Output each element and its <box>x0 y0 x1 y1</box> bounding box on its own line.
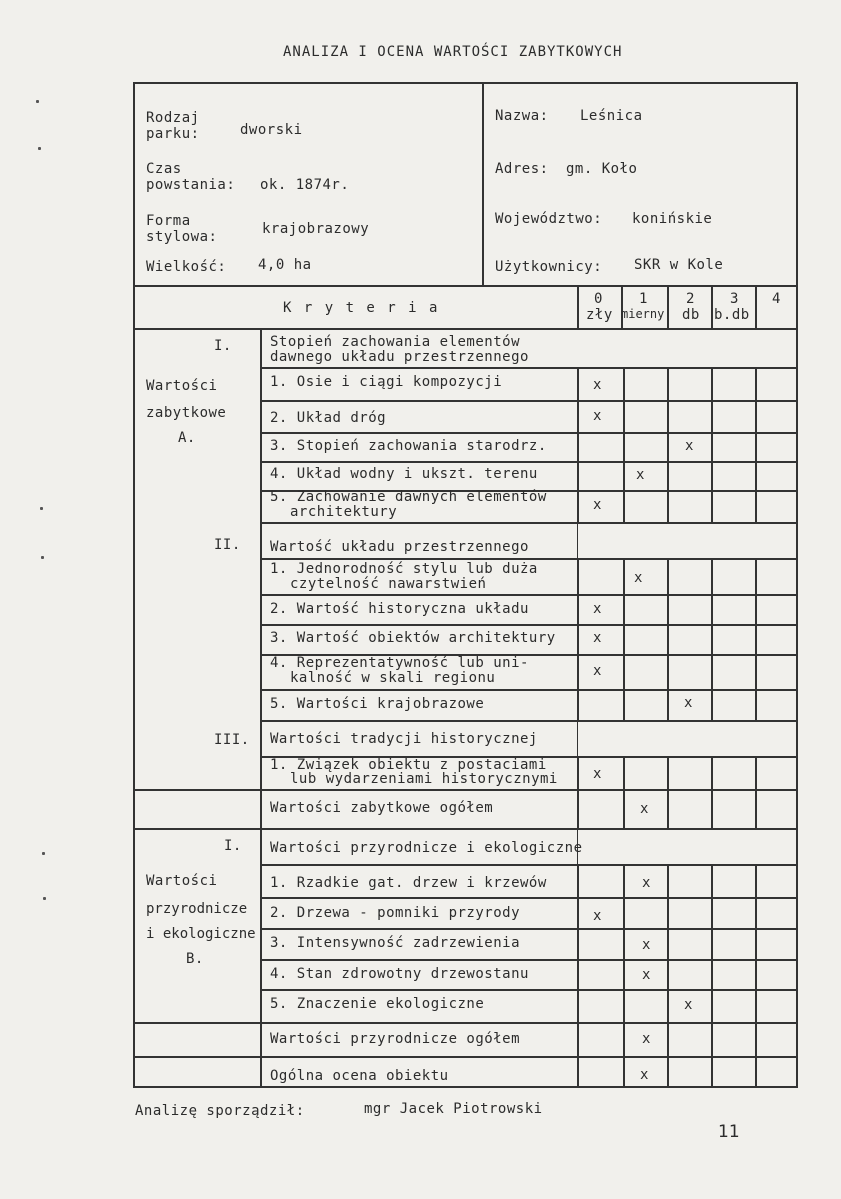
row-line <box>261 928 797 930</box>
row-A-II-1-line2: czytelność nawarstwień <box>290 576 487 592</box>
col4-number: 4 <box>772 291 781 307</box>
scan-speck <box>41 556 44 559</box>
criteria-label: K r y t e r i a <box>283 300 440 316</box>
groupA-II-number: II. <box>214 537 241 553</box>
row-line <box>261 864 797 866</box>
row-A-II-2: 2. Wartość historyczna układu <box>270 601 529 617</box>
sectionB-title: Wartości przyrodnicze i ekologiczne <box>270 840 583 856</box>
col1-label: mierny <box>621 307 665 321</box>
czas-label-2: powstania: <box>146 177 236 193</box>
sectionB-label-1: Wartości <box>146 873 218 889</box>
sectionB-label-2: przyrodnicze <box>146 901 248 917</box>
col3-label: b.db <box>714 307 750 323</box>
criteria-name-divider <box>260 329 262 1087</box>
wojewodztwo-label: Województwo: <box>495 211 603 227</box>
row-line <box>261 959 797 961</box>
scan-speck <box>42 852 45 855</box>
row-A-I-5-line2: architektury <box>290 504 398 520</box>
mark-B-4: x <box>642 967 651 983</box>
mark-A-II-2: x <box>593 601 602 617</box>
row-line <box>261 897 797 899</box>
rodzaj-label-2: parku: <box>146 126 200 142</box>
section-line <box>134 1056 797 1058</box>
footer-author: mgr Jacek Piotrowski <box>364 1101 543 1117</box>
scan-speck <box>38 147 41 150</box>
mark-A-I-3: x <box>685 438 694 454</box>
col2-label: db <box>682 307 700 323</box>
wielkosc-value: 4,0 ha <box>258 257 312 273</box>
row-line <box>261 432 797 434</box>
row-A-III-1-line2: lub wydarzeniami historycznymi <box>290 771 558 787</box>
row-line <box>261 689 797 691</box>
mark-A-II-3: x <box>593 630 602 646</box>
mark-A-I-1: x <box>593 377 602 393</box>
mark-A-II-4: x <box>593 663 602 679</box>
rodzaj-label-1: Rodzaj <box>146 110 200 126</box>
nazwa-value: Leśnica <box>580 108 643 124</box>
groupA-I-title-1: Stopień zachowania elementów <box>270 334 521 350</box>
sectionB-label-3: i ekologiczne <box>146 926 256 942</box>
row-B-3: 3. Intensywność zadrzewienia <box>270 935 521 951</box>
scan-speck <box>40 507 43 510</box>
groupA-III-title: Wartości tradycji historycznej <box>270 731 538 747</box>
row-A-I-4: 4. Układ wodny i ukszt. terenu <box>270 466 538 482</box>
row-B-1: 1. Rzadkie gat. drzew i krzewów <box>270 875 547 891</box>
row-B-5: 5. Znaczenie ekologiczne <box>270 996 485 1012</box>
mark-A-I-5: x <box>593 497 602 513</box>
group-title-mask-B <box>578 828 796 864</box>
page-title: ANALIZA I OCENA WARTOŚCI ZABYTKOWYCH <box>283 44 623 60</box>
row-line <box>261 400 797 402</box>
header-divider <box>482 83 484 285</box>
sectionB-number: I. <box>224 838 242 854</box>
criteria-header-bottom-line <box>134 328 797 330</box>
rodzaj-value: dworski <box>240 122 303 138</box>
groupA-I-number: I. <box>214 338 232 354</box>
col3-number: 3 <box>730 291 739 307</box>
mark-B-total: x <box>642 1031 651 1047</box>
mark-A-III-1: x <box>593 766 602 782</box>
czas-value: ok. 1874r. <box>260 177 350 193</box>
sectionA-total: Wartości zabytkowe ogółem <box>270 800 494 816</box>
sectionB-total: Wartości przyrodnicze ogółem <box>270 1031 521 1047</box>
criteria-col-line-3 <box>711 286 713 329</box>
forma-label-2: stylowa: <box>146 229 218 245</box>
group-title-mask-III <box>578 720 796 756</box>
section-line <box>134 1022 797 1024</box>
col2-number: 2 <box>686 291 695 307</box>
sectionA-label-2: zabytkowe <box>146 405 227 421</box>
row-A-II-1-line1: 1. Jednorodność stylu lub duża <box>270 561 538 577</box>
overall-assessment: Ogólna ocena obiektu <box>270 1068 449 1084</box>
row-A-II-5: 5. Wartości krajobrazowe <box>270 696 485 712</box>
nazwa-label: Nazwa: <box>495 108 549 124</box>
row-line <box>261 989 797 991</box>
section-line <box>134 789 797 791</box>
row-A-I-1: 1. Osie i ciągi kompozycji <box>270 374 503 390</box>
mark-A-total: x <box>640 801 649 817</box>
mark-overall: x <box>640 1067 649 1083</box>
row-line <box>261 367 797 369</box>
groupA-II-title: Wartość układu przestrzennego <box>270 539 529 555</box>
header-bottom-line <box>134 285 797 287</box>
row-A-III-1-line1: 1. Związek obiektu z postaciami <box>270 757 547 773</box>
criteria-col-line-2 <box>667 286 669 329</box>
col0-label: zły <box>586 307 613 323</box>
col1-number: 1 <box>639 291 648 307</box>
forma-value: krajobrazowy <box>262 221 370 237</box>
row-B-4: 4. Stan zdrowotny drzewostanu <box>270 966 529 982</box>
mark-B-5: x <box>684 997 693 1013</box>
page-number: 11 <box>718 1122 740 1142</box>
row-line <box>261 522 797 524</box>
wielkosc-label: Wielkość: <box>146 259 227 275</box>
footer-label: Analizę sporządził: <box>135 1103 305 1119</box>
col0-number: 0 <box>594 291 603 307</box>
row-line <box>261 720 797 722</box>
scan-speck <box>43 897 46 900</box>
scan-speck <box>36 100 39 103</box>
row-A-II-4-line1: 4. Reprezentatywność lub uni- <box>270 655 529 671</box>
czas-label-1: Czas <box>146 161 182 177</box>
groupA-III-number: III. <box>214 732 250 748</box>
mark-A-I-2: x <box>593 408 602 424</box>
row-line <box>261 558 797 560</box>
adres-value: gm. Koło <box>566 161 638 177</box>
section-line <box>134 828 797 830</box>
mark-B-3: x <box>642 937 651 953</box>
wojewodztwo-value: konińskie <box>632 211 713 227</box>
mark-B-2: x <box>593 908 602 924</box>
row-line <box>261 461 797 463</box>
mark-A-I-4: x <box>636 467 645 483</box>
sectionB-label-4: B. <box>186 951 204 967</box>
mark-A-II-1: x <box>634 570 643 586</box>
row-A-II-3: 3. Wartość obiektów architektury <box>270 630 556 646</box>
criteria-col-line-0 <box>577 286 579 329</box>
row-line <box>261 594 797 596</box>
uzytkownicy-label: Użytkownicy: <box>495 259 603 275</box>
mark-A-II-5: x <box>684 695 693 711</box>
sectionA-label-1: Wartości <box>146 378 218 394</box>
criteria-col-line-4 <box>755 286 757 329</box>
row-A-I-2: 2. Układ dróg <box>270 410 387 426</box>
groupA-I-title-2: dawnego układu przestrzennego <box>270 349 529 365</box>
adres-label: Adres: <box>495 161 549 177</box>
forma-label-1: Forma <box>146 213 191 229</box>
row-B-2: 2. Drzewa - pomniki przyrody <box>270 905 521 921</box>
mark-B-1: x <box>642 875 651 891</box>
row-A-II-4-line2: kalność w skali regionu <box>290 670 496 686</box>
row-line <box>261 624 797 626</box>
row-A-I-5-line1: 5. Zachowanie dawnych elementów <box>270 489 547 505</box>
sectionA-label-3: A. <box>178 430 196 446</box>
row-A-I-3: 3. Stopień zachowania starodrz. <box>270 438 547 454</box>
uzytkownicy-value: SKR w Kole <box>634 257 724 273</box>
group-title-mask-II <box>578 522 796 558</box>
